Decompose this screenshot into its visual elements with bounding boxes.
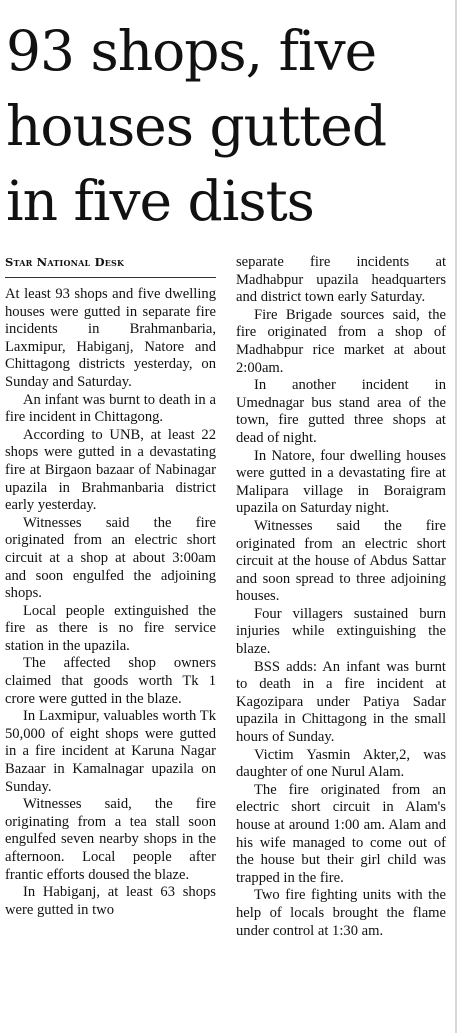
byline-rule (5, 277, 216, 278)
paragraph: Witnesses said the fire originated from an electric short circuit at the house of Abdus Sattar and soon spread to three adjoining houses. (236, 517, 446, 605)
paragraph: Victim Yasmin Akter,2, was daughter of one Nurul Alam. (236, 746, 446, 781)
paragraph: In another incident in Umednagar bus stand area of the town, fire gutted three shops at dead of night. (236, 377, 446, 446)
paragraph: In Natore, four dwelling houses were gutted in a devastating fire at Malipara village in Boraigram upazila on Saturday night. (236, 447, 446, 517)
paragraph: Fire Brigade sources said, the fire originated from a shop of Madhabpur rice market at about 2:00am. (236, 306, 446, 376)
paragraph: In Habiganj, at least 63 shops were gutted in two (5, 884, 216, 918)
article-column-left (5, 254, 216, 919)
paragraph: Witnesses said, the fire originating from a tea stall soon engulfed seven nearby shops in the afternoon. Local people after frantic efforts doused the blaze. (5, 796, 216, 883)
paragraph: Witnesses said the fire originated from an electric short circuit at a shop at about 3:00am and soon engulfed the adjoining shops. (5, 514, 216, 602)
paragraph: Local people extinguished the fire as there is no fire service station in the upazila. (5, 602, 216, 654)
paragraph: According to UNB, at least 22 shops were gutted in a devastating fire at Birgaon bazaar of Nabinagar upazila in Brahmanbaria district early yesterday. (5, 426, 216, 514)
byline: Star National Desk (5, 255, 125, 269)
paragraph: BSS adds: An infant was burnt to death in a fire incident at Kagozipara under Patiya Sadar upazila in Chittagong in the small hours of Sunday. (236, 658, 446, 746)
headline-line-2: houses gutted (6, 94, 387, 158)
paragraph: The fire originated from an electric short circuit in Alam's house at around 1:00 am. Alam and his wife managed to come out of the house but their girl child was trapped in the fire. (236, 781, 446, 886)
paragraph: Two fire fighting units with the help of locals brought the flame under control at 1:30 am. (236, 887, 446, 939)
paragraph-continuation: separate fire incidents at Madhabpur upazila headquarters and district town early Saturday. (236, 254, 446, 306)
paragraph: An infant was burnt to death in a fire incident in Chittagong. (5, 391, 216, 426)
paragraph: Four villagers sustained burn injuries while extinguishing the blaze. (236, 605, 446, 658)
paragraph: The affected shop owners claimed that goods worth Tk 1 crore were gutted in the blaze. (5, 655, 216, 707)
headline-line-1: 93 shops, five (6, 19, 377, 83)
paragraph: In Laxmipur, valuables worth Tk 50,000 of eight shops were gutted in a fire incident at Karuna Nagar Bazaar in Kamalnagar upazila on Sunday. (5, 708, 216, 795)
headline-line-3: in five dists (6, 169, 314, 233)
headline (6, 14, 454, 239)
paragraph: At least 93 shops and five dwelling houses were gutted in separate fire incidents in Brahmanbaria, Laxmipur, Habiganj, Natore and Chittagong districts yesterday, on Sunday and Saturday. (5, 286, 216, 390)
article-column-right (236, 254, 446, 940)
